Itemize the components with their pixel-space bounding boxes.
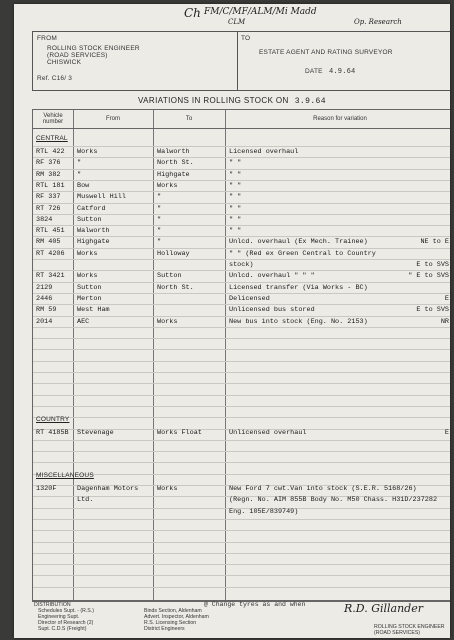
cell-reason: " " — [229, 215, 242, 224]
table-row — [33, 495, 450, 506]
cell-reason: " " (Red ex Green Central to Country — [229, 249, 376, 258]
cell-from: " — [77, 170, 82, 179]
col-reason: Reason for variation — [313, 116, 367, 122]
table-row — [33, 158, 450, 169]
cell-from: Catford — [77, 204, 106, 213]
cell-from: Dagenham Motors — [77, 485, 139, 493]
from-line-3: CHISWICK — [47, 59, 82, 66]
cell-from: Walworth — [77, 227, 110, 236]
table-row — [33, 484, 450, 495]
section-central: CENTRAL — [36, 135, 68, 142]
cell-reason: (Regn. No. AIM 855B Body No. M50 Chass. H31D/237282 — [229, 496, 438, 505]
from-line-2: (ROAD SERVICES) — [47, 52, 108, 59]
cell-vehicle: RM 59 — [36, 306, 57, 315]
from-line-1: ROLLING STOCK ENGINEER — [47, 45, 140, 52]
table-row — [33, 271, 450, 282]
cell-from: West Ham — [77, 306, 110, 315]
reference: Ref. C16/ 3 — [37, 75, 73, 82]
tyre-note: @ Change tyres as and when — [204, 601, 306, 608]
cell-reason: " " — [229, 204, 242, 213]
cell-from: AEC — [77, 317, 90, 326]
cell-reason: " " — [229, 159, 242, 168]
cell-reason: stock) — [229, 261, 254, 269]
distribution-label: DISTRIBUTION — [34, 602, 71, 608]
table-row — [33, 305, 450, 316]
cell-vehicle: RT 3421 — [36, 272, 65, 281]
cell-reason: " " — [229, 170, 242, 179]
table-row — [33, 507, 450, 518]
cell-vehicle: RTL 422 — [36, 148, 65, 156]
cell-from: Works — [77, 148, 98, 156]
cell-from: Highgate — [77, 238, 110, 247]
table-row — [33, 215, 450, 226]
cell-vehicle: RM 382 — [36, 170, 61, 179]
table-row — [33, 260, 450, 271]
title-date: 3.9.64 — [294, 97, 326, 106]
cell-from: Sutton — [77, 215, 102, 224]
from-label: FROM — [37, 35, 57, 42]
cell-vehicle: RT 726 — [36, 204, 61, 213]
cell-reason: " " — [229, 181, 242, 190]
cell-reason: Unlcd. overhaul (Ex Mech. Trainee) — [229, 238, 368, 247]
col-from: From — [106, 116, 120, 122]
cell-reason: Unlcd. overhaul " " " — [229, 272, 315, 281]
table-row — [33, 147, 450, 158]
cell-from: Stevenage — [77, 429, 114, 437]
table-row — [33, 181, 450, 192]
cell-from: Ltd. — [77, 496, 94, 505]
cell-extra: NE to E — [420, 238, 449, 247]
document-sheet — [14, 4, 450, 638]
cell-vehicle: 2129 — [36, 283, 53, 292]
cell-reason: Licensed transfer (Via Works - BC) — [229, 283, 368, 292]
header-box — [32, 31, 450, 91]
table-row — [33, 283, 450, 294]
cell-reason: New bus into stock (Eng. No. 2153) — [229, 317, 368, 326]
cell-vehicle: RF 376 — [36, 159, 61, 168]
table-row — [33, 428, 450, 439]
cell-vehicle: RTL 181 — [36, 181, 65, 190]
cell-to: Walworth — [157, 148, 190, 156]
table-row — [33, 226, 450, 237]
cell-from: Bow — [77, 181, 90, 190]
variations-table — [32, 109, 450, 601]
cell-to: " — [157, 227, 162, 236]
table-row — [33, 192, 450, 203]
cell-from: Muswell Hill — [77, 193, 126, 202]
cell-to: " — [157, 238, 162, 247]
handwriting-initials: Ch — [184, 6, 201, 20]
cell-extra: E — [444, 429, 449, 437]
cell-vehicle: RT 4185B — [36, 429, 69, 437]
cell-extra: " E to SVS — [408, 272, 449, 281]
cell-to: Works — [157, 485, 178, 493]
cell-to: North St. — [157, 283, 194, 292]
cell-extra: E to SVS — [416, 306, 449, 315]
cell-to: Works — [157, 317, 178, 326]
distribution-list-1: Schedules Supt. - (R.S.) Engineering Supt. Director of Research (2) Supt. C.D.S (Freight) — [38, 608, 94, 632]
cell-to: Highgate — [157, 170, 190, 179]
handwriting-op-research: Op. Research — [354, 18, 402, 26]
handwriting-circulation-2: CLM — [228, 18, 246, 26]
table-header — [33, 110, 450, 129]
cell-vehicle: RF 337 — [36, 193, 61, 202]
title-text: VARIATIONS IN ROLLING STOCK ON — [138, 96, 289, 105]
table-row — [33, 294, 450, 305]
to-label: TO — [241, 35, 251, 42]
to-line: ESTATE AGENT AND RATING SURVEYOR — [259, 49, 393, 56]
cell-from: " — [77, 159, 82, 168]
signatory-title: ROLLING STOCK ENGINEER (ROAD SERVICES) — [374, 624, 445, 636]
cell-from: Sutton — [77, 283, 102, 292]
cell-reason: Unlicensed bus stored — [229, 306, 315, 315]
table-row — [33, 237, 450, 248]
cell-reason: Unlicensed overhaul — [229, 429, 307, 437]
cell-from: Works — [77, 249, 98, 258]
cell-to: Works — [157, 181, 178, 190]
page-title — [14, 96, 450, 106]
col-to: To — [185, 116, 193, 122]
cell-reason: Licensed overhaul — [229, 148, 299, 156]
cell-from: Merton — [77, 294, 102, 303]
cell-extra: NR — [440, 317, 449, 326]
cell-vehicle: RTL 451 — [36, 227, 65, 236]
signature: R.D. Gillander — [344, 602, 423, 615]
cell-vehicle: 2014 — [36, 317, 53, 326]
date-label: DATE — [305, 68, 323, 75]
cell-vehicle: RT 4206 — [36, 249, 65, 258]
cell-to: " — [157, 204, 162, 213]
section-country: COUNTRY — [36, 416, 70, 423]
cell-extra: E to SVS — [416, 261, 449, 269]
cell-reason: " " — [229, 193, 242, 202]
cell-to: North St. — [157, 159, 194, 168]
table-row — [33, 204, 450, 215]
cell-to: Holloway — [157, 249, 190, 258]
cell-from: Works — [77, 272, 98, 281]
cell-vehicle: RM 405 — [36, 238, 61, 247]
cell-to: Sutton — [157, 272, 182, 281]
cell-reason: Delicensed — [229, 294, 270, 303]
cell-vehicle: 2446 — [36, 294, 53, 303]
cell-to: " — [157, 193, 162, 202]
table-row — [33, 317, 450, 328]
table-row — [33, 170, 450, 181]
table-row — [33, 249, 450, 260]
col-vehicle: Vehicle number — [42, 113, 64, 125]
cell-vehicle: 1320F — [36, 485, 57, 493]
cell-reason: Eng. 105E/839749) — [229, 507, 299, 516]
cell-extra: E — [444, 294, 449, 303]
cell-reason: New Ford 7 cwt.Van into stock (S.E.R. 5168/26) — [229, 485, 417, 493]
cell-reason: " " — [229, 227, 242, 236]
date-value: 4.9.64 — [329, 68, 356, 76]
cell-to: Works Float — [157, 429, 202, 437]
cell-vehicle: 3824 — [36, 215, 53, 224]
distribution-list-2: Binds Section, Aldenham Advert. Inspector, Aldenham R.S. Licensing Section District Engineers — [144, 608, 209, 632]
handwriting-circulation: FM/C/MF/ALM/Mi Madd — [204, 7, 317, 17]
cell-to: " — [157, 215, 162, 224]
section-misc: MISCELLANEOUS — [36, 472, 94, 479]
